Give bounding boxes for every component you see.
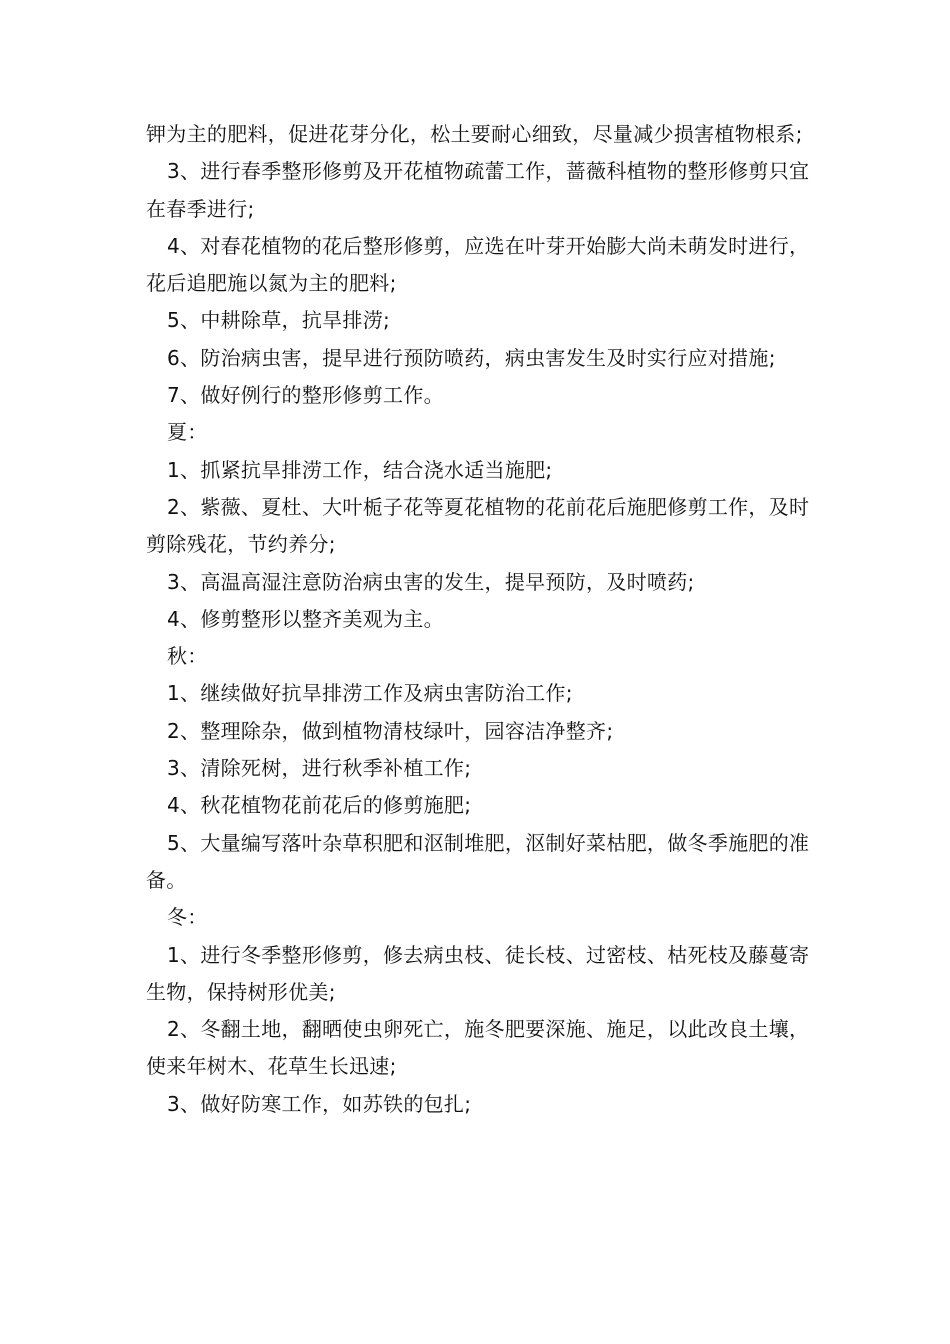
winter-item-1: 1、进行冬季整形修剪，修去病虫枝、徒长枝、过密枝、枯死枝及藤蔓寄生物，保持树形优美; [146,942,810,1004]
spring-item-5: 5、中耕除草，抗旱排涝; [167,308,391,333]
autumn-item-2: 2、整理除杂，做到植物清枝绿叶，园容洁净整齐; [167,718,614,743]
summer-item-3: 3、高温高湿注意防治病虫害的发生，提早预防，及时喷药; [167,569,695,594]
autumn-heading: 秋： [167,644,208,669]
summer-item-4: 4、修剪整形以整齐美观为主。 [167,606,444,631]
spring-item-6: 6、防治病虫害，提早进行预防喷药，病虫害发生及时实行应对措施; [167,345,776,370]
winter-heading: 冬： [167,905,208,930]
paragraph-continuation: 钾为主的肥料，促进花芽分化，松土要耐心细致，尽量减少损害植物根系; [146,122,803,146]
document-body [146,116,818,1123]
summer-item-2: 2、紫薇、夏杜、大叶栀子花等夏花植物的花前花后施肥修剪工作，及时剪除残花，节约养分; [146,494,810,557]
autumn-item-5: 5、大量编写落叶杂草积肥和沤制堆肥，沤制好菜枯肥，做冬季施肥的准备。 [146,830,810,892]
autumn-item-4: 4、秋花植物花前花后的修剪施肥; [167,793,472,818]
spring-item-4: 4、对春花植物的花后整形修剪，应选在叶芽开始膨大尚未萌发时进行，花后追肥施以氮为主的肥料; [146,233,810,296]
summer-item-1: 1、抓紧抗旱排涝工作，结合浇水适当施肥; [167,457,553,482]
autumn-item-3: 3、清除死树，进行秋季补植工作; [167,756,472,781]
winter-item-3: 3、做好防寒工作，如苏铁的包扎; [167,1091,472,1116]
spring-item-7: 7、做好例行的整形修剪工作。 [167,383,444,408]
summer-heading: 夏： [167,420,208,445]
winter-item-2: 2、冬翻土地，翻晒使虫卵死亡，施冬肥要深施、施足，以此改良土壤，使来年树木、花草生长迅速; [146,1017,810,1079]
spring-item-3: 3、进行春季整形修剪及开花植物疏蕾工作，蔷薇科植物的整形修剪只宜在春季进行; [146,159,810,221]
autumn-item-1: 1、继续做好抗旱排涝工作及病虫害防治工作; [167,681,573,706]
